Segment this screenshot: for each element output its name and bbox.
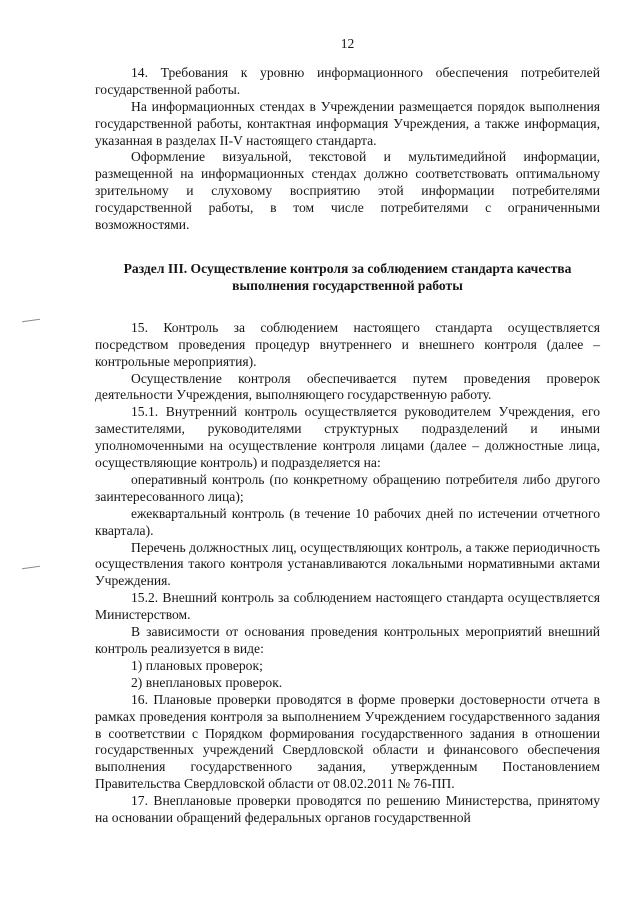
- paragraph-design: Оформление визуальной, текстовой и мультимедийной информации, размещенной на информационных стендах должно соответствовать оптимальному зрительному и слуховому восприятию этой информации потребителями государственной работы, в том числе потребителями с ограниченными возможностями.: [95, 149, 600, 233]
- page-number: 12: [340, 36, 355, 51]
- section-iii-title: Раздел III. Осуществление контроля за соблюдением стандарта качества выполнения государственной работы: [123, 260, 572, 293]
- list-item-unplanned: 2) внеплановых проверок.: [131, 674, 283, 690]
- paragraph-16: 16. Плановые проверки проводятся в форме проверки достоверности отчета в рамках проведения контроля за выполнением Учреждением государственного задания в соответствии с Порядком формирования государственного задания в отношении государственных учреждений Свердловской области и финансового обеспечения выполнения государственного задания, утвержденным Постановлением Правительства Свердловской области от 08.02.2011 № 76-ПП.: [95, 691, 600, 792]
- section-ii-tail: [95, 65, 600, 234]
- paragraph-officials-list: Перечень должностных лиц, осуществляющих контроль, а также периодичность осуществления такого контроля устанавливаются локальными нормативными актами Учреждения.: [95, 539, 600, 589]
- paragraph-stands: На информационных стендах в Учреждении размещается порядок выполнения государственной работы, контактная информация Учреждения, а также информация, указанная в разделах II-V настоящего стандарта.: [95, 98, 600, 148]
- section-iii-body: [95, 320, 600, 827]
- scan-mark-lower: [22, 566, 40, 569]
- paragraph-15-1: 15.1. Внутренний контроль осуществляется руководителем Учреждения, его заместителями, руководителями структурных подразделений и иными уполномоченными на осуществление контроля лицами (далее – должностные лица, осуществляющие контроль) и подразделяется на:: [95, 404, 600, 471]
- paragraph-external-forms: В зависимости от основания проведения контрольных мероприятий внешний контроль реализуется в виде:: [95, 624, 600, 656]
- paragraph-checks: Осуществление контроля обеспечивается путем проведения проверок деятельности Учреждения, выполняющего государственную работу.: [95, 370, 600, 403]
- paragraph-operative-control: оперативный контроль (по конкретному обращению потребителя либо другого заинтересованного лица);: [95, 471, 600, 504]
- paragraph-14: 14. Требования к уровню информационного обеспечения потребителей государственной работы.: [95, 64, 600, 97]
- scan-mark-upper: [22, 319, 40, 322]
- paragraph-15: 15. Контроль за соблюдением настоящего стандарта осуществляется посредством проведения процедур внутреннего и внешнего контроля (далее – контрольные мероприятия).: [95, 319, 600, 369]
- paragraph-17: 17. Внеплановые проверки проводятся по решению Министерства, принятому на основании обращений федеральных органов государственной: [95, 793, 600, 826]
- list-item-planned: 1) плановых проверок;: [131, 657, 263, 673]
- paragraph-15-2: 15.2. Внешний контроль за соблюдением настоящего стандарта осуществляется Министерством.: [95, 590, 600, 623]
- paragraph-quarterly-control: ежеквартальный контроль (в течение 10 рабочих дней по истечении отчетного квартала).: [95, 505, 600, 538]
- document-page: [95, 36, 600, 827]
